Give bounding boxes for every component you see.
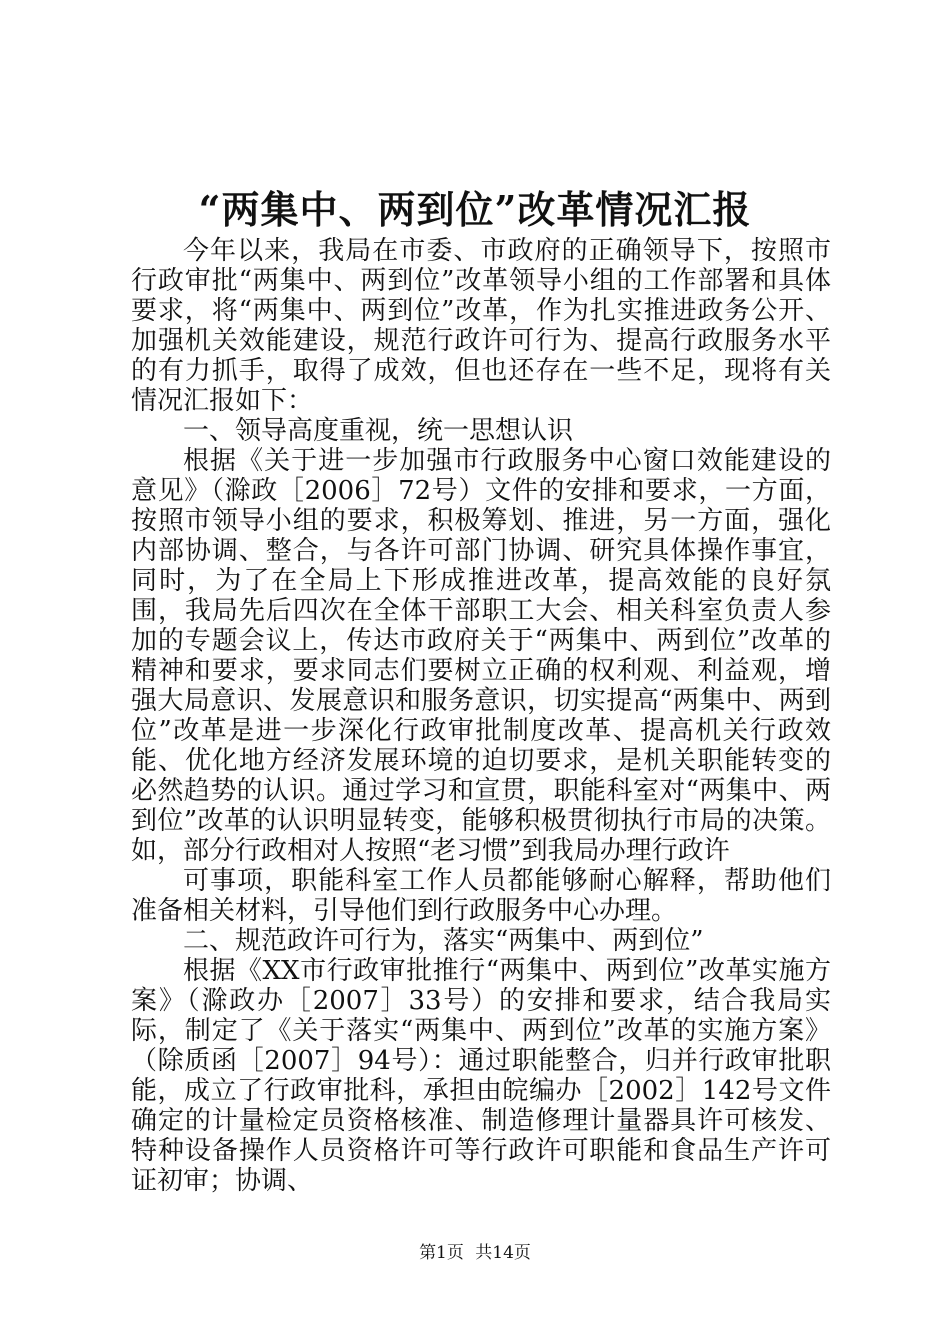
section-heading-1: 一、领导高度重视，统一思想认识 xyxy=(183,416,574,446)
document-title: “两集中、两到位”改革情况汇报 xyxy=(198,187,752,232)
page-number: 第1页 共14页 xyxy=(419,1243,531,1263)
section-heading-2: 二、规范政许可行为，落实“两集中、两到位” xyxy=(183,926,704,956)
intro-paragraph: 今年以来，我局在市委、市政府的正确领导下，按照市行政审批“两集中、两到位”改革领导小组的工作部署和具体要求，将“两集中、两到位”改革，作为扎实推进政务公开、加强机关效能建设，规范行政许可行为、提高行政服务水平的有力抓手，取得了成效，但也还存在一些不足，现将有关情况汇报如下： xyxy=(131,236,831,416)
section-1-paragraph: 根据《关于进一步加强市行政服务中心窗口效能建设的意见》（滁政［2006］72号）文件的安排和要求，一方面，按照市领导小组的要求，积极筹划、推进，另一方面，强化内部协调、整合，与各许可部门协调、研究具体操作事宜，同时，为了在全局上下形成推进改革，提高效能的良好氛围，我局先后四次在全体干部职工大会、相关科室负责人参加的专题会议上，传达市政府关于“两集中、两到位”改革的精神和要求，要求同志们要树立正确的权利观、利益观，增强大局意识、发展意识和服务意识，切实提高“两集中、两到位”改革是进一步深化行政审批制度改革、提高机关行政效能、优化地方经济发展环境的迫切要求，是机关职能转变的必然趋势的认识。通过学习和宣贯，职能科室对“两集中、两到位”改革的认识明显转变，能够积极贯彻执行市局的决策。如，部分行政相对人按照“老习惯”到我局办理行政许 xyxy=(131,446,831,866)
section-2-paragraph: 根据《XX市行政审批推行“两集中、两到位”改革实施方案》（滁政办［2007］33号）的安排和要求，结合我局实际，制定了《关于落实“两集中、两到位”改革的实施方案》（除质函［2007］94号）：通过职能整合，归并行政审批职能，成立了行政审批科，承担由皖编办［2002］142号文件确定的计量检定员资格核准、制造修理计量器具许可核发、特种设备操作人员资格许可等行政许可职能和食品生产许可证初审；协调、 xyxy=(131,956,831,1196)
section-1-continuation: 可事项，职能科室工作人员都能够耐心解释，帮助他们准备相关材料，引导他们到行政服务中心办理。 xyxy=(131,866,831,926)
document-body xyxy=(131,236,831,1196)
